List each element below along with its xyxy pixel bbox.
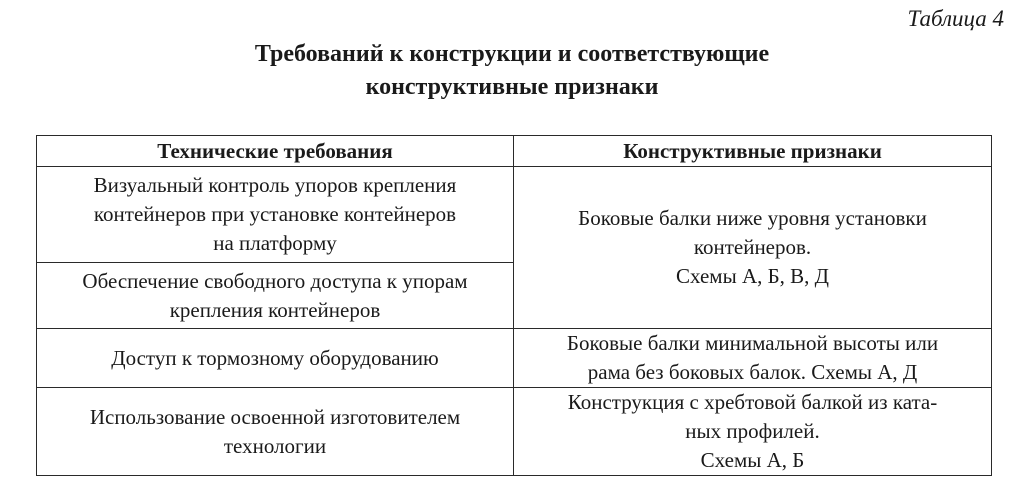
requirement-cell — [37, 263, 514, 329]
cell-line: на платформу — [213, 231, 337, 255]
cell-line: крепления контейнеров — [169, 297, 381, 322]
requirements-table — [36, 135, 992, 476]
cell-line: рама без боковых балок. Схемы А, Д — [587, 360, 918, 384]
header-design-features: Конструктивные признаки — [514, 136, 992, 167]
cell-line: Обеспечение свободного доступа к упорам — [82, 268, 468, 293]
table-row — [37, 388, 992, 476]
feature-cell — [514, 329, 992, 388]
cell-line: Боковые балки ниже уровня установки — [578, 206, 927, 230]
cell-line: Визуальный контроль упоров крепления — [93, 173, 457, 197]
table-row — [37, 167, 992, 263]
cell-line: контейнеров при установке контейнеров — [93, 202, 457, 226]
requirement-cell — [37, 329, 514, 388]
cell-line: ных профилей. — [685, 419, 820, 443]
cell-line: Использование освоенной изготовителем — [89, 404, 461, 429]
table-header-row — [37, 136, 992, 167]
cell-line: Конструкция с хребтовой балкой из ката- — [567, 390, 938, 414]
cell-line: Схемы А, Б — [700, 448, 805, 472]
table-row — [37, 329, 992, 388]
table-number-label: Таблица 4 — [907, 6, 1004, 31]
requirement-cell — [37, 167, 514, 263]
feature-cell — [514, 388, 992, 476]
cell-line: контейнеров. — [693, 235, 812, 259]
merged-feature-cell — [514, 167, 992, 329]
header-technical-requirements: Технические требования — [37, 136, 514, 167]
cell-line: технологии — [223, 433, 327, 458]
table-title-line-1: Требований к конструкции и соответствующие — [254, 41, 770, 67]
table-title — [0, 38, 1024, 104]
cell-line: Боковые балки минимальной высоты или — [566, 331, 939, 355]
table-title-line-2: конструктивные признаки — [365, 74, 659, 100]
cell-line: Доступ к тормозному оборудованию — [111, 345, 439, 370]
cell-line: Схемы А, Б, В, Д — [675, 264, 829, 288]
requirement-cell — [37, 388, 514, 476]
